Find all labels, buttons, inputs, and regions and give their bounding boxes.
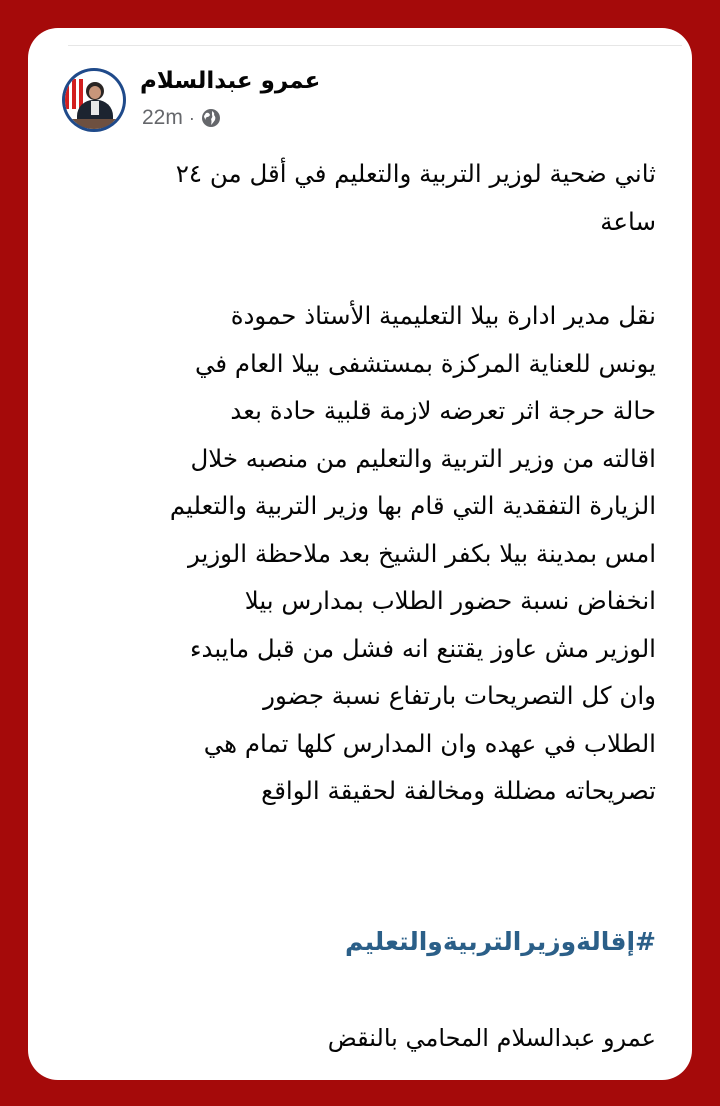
text-line: الطلاب في عهده وان المدارس كلها تمام هي [203, 728, 656, 758]
divider [68, 45, 682, 46]
text-line: الوزير مش عاوز يقتنع انه فشل من قبل مايبدء [189, 633, 656, 663]
post-paragraph [56, 292, 656, 815]
text-line: انخفاض نسبة حضور الطلاب بمدارس بيلا [244, 586, 656, 615]
desk-graphic [65, 119, 123, 129]
text-line: نقل مدير ادارة بيلا التعليمية الأستاذ حمودة [230, 301, 656, 330]
text-line: الزيارة التفقدية التي قام بها وزير التربية والتعليم [169, 491, 656, 520]
text-line: ساعة [600, 206, 656, 236]
post-body [56, 150, 656, 815]
text-line: امس بمدينة بيلا بكفر الشيخ بعد ملاحظة الوزير [187, 538, 656, 568]
post-header [62, 66, 662, 136]
text-line: ثاني ضحية لوزير التربية والتعليم في أقل من ٢٤ [175, 159, 656, 188]
avatar-photo [65, 71, 123, 129]
post-card [28, 28, 692, 1080]
text-line: تصريحاته مضللة ومخالفة لحقيقة الواقع [261, 776, 656, 805]
text-line: حالة حرجة اثر تعرضه لازمة قلبية حادة بعد [230, 396, 656, 425]
author-name[interactable]: عمرو عبدالسلام [140, 68, 321, 94]
person-shirt [91, 101, 99, 115]
meta-separator: · [188, 107, 195, 128]
avatar[interactable] [62, 68, 126, 132]
text-line: يونس للعناية المركزة بمستشفى بيلا العام في [194, 348, 656, 378]
post-title [56, 150, 656, 245]
hashtag-link[interactable]: #إقالةوزيرالتربيةوالتعليم [345, 927, 656, 956]
post-meta [142, 106, 221, 130]
person-face [89, 86, 101, 99]
text-line: وان كل التصريحات بارتفاع نسبة جضور [263, 681, 656, 710]
globe-icon [201, 108, 221, 128]
paragraph-gap [56, 245, 656, 292]
post-signature: عمرو عبدالسلام المحامي بالنقض [327, 1024, 656, 1052]
text-line: اقالته من وزير التربية والتعليم من منصبه خلال [190, 443, 656, 473]
post-time[interactable]: 22m [142, 106, 183, 129]
